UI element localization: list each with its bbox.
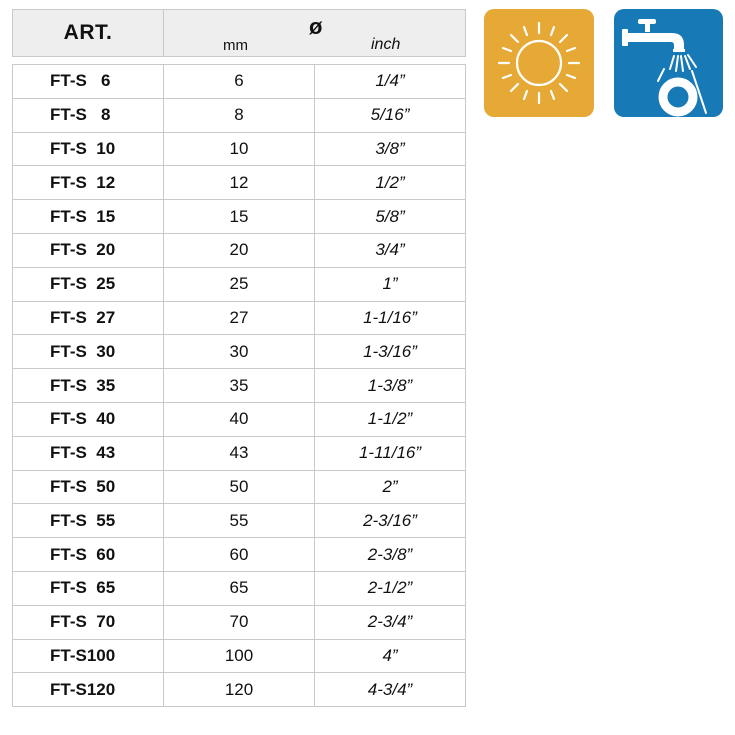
art-cell: [13, 436, 164, 470]
table-row: [13, 301, 466, 335]
art-cell: [13, 166, 164, 200]
art-code: FT-S 8: [50, 105, 111, 125]
inch-cell: 2-3/8”: [315, 538, 466, 572]
inch-cell: 1-1/2”: [315, 402, 466, 436]
art-code: FT-S 6: [50, 71, 111, 91]
art-cell: [13, 65, 164, 99]
table-row: [13, 470, 466, 504]
art-cell: [13, 98, 164, 132]
mm-cell: 60: [164, 538, 315, 572]
art-cell: [13, 335, 164, 369]
mm-cell: 10: [164, 132, 315, 166]
mm-cell: 6: [164, 65, 315, 99]
art-cell: [13, 402, 164, 436]
inch-cell: 5/16”: [315, 98, 466, 132]
mm-cell: 65: [164, 571, 315, 605]
mm-cell: 35: [164, 369, 315, 403]
table-row: [13, 402, 466, 436]
art-code: FT-S 15: [50, 206, 116, 226]
art-code: FT-S 27: [50, 307, 116, 327]
table-row: [13, 436, 466, 470]
table-row: [13, 639, 466, 673]
table-row: [13, 335, 466, 369]
table-row: [13, 369, 466, 403]
header-art: ART.: [13, 10, 164, 56]
art-cell: [13, 605, 164, 639]
art-code: FT-S 40: [50, 409, 116, 429]
mm-cell: 12: [164, 166, 315, 200]
header-mm: mm: [223, 37, 248, 54]
table-row: [13, 132, 466, 166]
inch-cell: 1-3/8”: [315, 369, 466, 403]
art-code: FT-S 12: [50, 172, 116, 192]
inch-cell: 2-3/16”: [315, 504, 466, 538]
art-cell: [13, 639, 164, 673]
art-cell: [13, 470, 164, 504]
art-cell: [13, 301, 164, 335]
sun-icon: [484, 9, 594, 117]
art-cell: [13, 200, 164, 234]
art-cell: [13, 233, 164, 267]
header-diameter-symbol: ø: [309, 14, 323, 39]
inch-cell: 1/2”: [315, 166, 466, 200]
inch-cell: 2-1/2”: [315, 571, 466, 605]
mm-cell: 8: [164, 98, 315, 132]
inch-cell: 4-3/4”: [315, 673, 466, 707]
table-row: [13, 166, 466, 200]
art-code: FT-S120: [50, 679, 116, 699]
art-code: FT-S 30: [50, 341, 116, 361]
art-code: FT-S 50: [50, 476, 116, 496]
mm-cell: 55: [164, 504, 315, 538]
mm-cell: 120: [164, 673, 315, 707]
mm-cell: 25: [164, 267, 315, 301]
art-cell: [13, 132, 164, 166]
mm-cell: 100: [164, 639, 315, 673]
art-code: FT-S 25: [50, 274, 116, 294]
table-header: [12, 9, 466, 57]
inch-cell: 3/4”: [315, 233, 466, 267]
art-code: FT-S100: [50, 645, 116, 665]
table-row: [13, 200, 466, 234]
table-row: [13, 605, 466, 639]
art-code: FT-S 70: [50, 612, 116, 632]
mm-cell: 50: [164, 470, 315, 504]
art-cell: [13, 504, 164, 538]
art-code: FT-S 20: [50, 240, 116, 260]
table-row: [13, 504, 466, 538]
table-row: [13, 673, 466, 707]
table-row: [13, 233, 466, 267]
art-code: FT-S 55: [50, 510, 116, 530]
inch-cell: 1-11/16”: [315, 436, 466, 470]
art-code: FT-S 35: [50, 375, 116, 395]
water-tap-icon: [614, 9, 723, 117]
art-code: FT-S 65: [50, 578, 116, 598]
art-code: FT-S 60: [50, 544, 116, 564]
art-cell: [13, 538, 164, 572]
table-row: [13, 65, 466, 99]
art-code: FT-S 43: [50, 443, 116, 463]
table-row: [13, 538, 466, 572]
mm-cell: 43: [164, 436, 315, 470]
art-cell: [13, 673, 164, 707]
size-table: [12, 64, 466, 707]
art-cell: [13, 267, 164, 301]
size-table-body: [13, 65, 466, 707]
inch-cell: 4”: [315, 639, 466, 673]
mm-cell: 27: [164, 301, 315, 335]
mm-cell: 30: [164, 335, 315, 369]
inch-cell: 5/8”: [315, 200, 466, 234]
inch-cell: 3/8”: [315, 132, 466, 166]
mm-cell: 40: [164, 402, 315, 436]
inch-cell: 1/4”: [315, 65, 466, 99]
table-row: [13, 267, 466, 301]
inch-cell: 1-3/16”: [315, 335, 466, 369]
inch-cell: 2”: [315, 470, 466, 504]
inch-cell: 2-3/4”: [315, 605, 466, 639]
mm-cell: 20: [164, 233, 315, 267]
art-cell: [13, 571, 164, 605]
header-inch: inch: [371, 36, 401, 53]
mm-cell: 15: [164, 200, 315, 234]
table-row: [13, 571, 466, 605]
inch-cell: 1”: [315, 267, 466, 301]
mm-cell: 70: [164, 605, 315, 639]
table-row: [13, 98, 466, 132]
art-cell: [13, 369, 164, 403]
art-code: FT-S 10: [50, 138, 116, 158]
inch-cell: 1-1/16”: [315, 301, 466, 335]
